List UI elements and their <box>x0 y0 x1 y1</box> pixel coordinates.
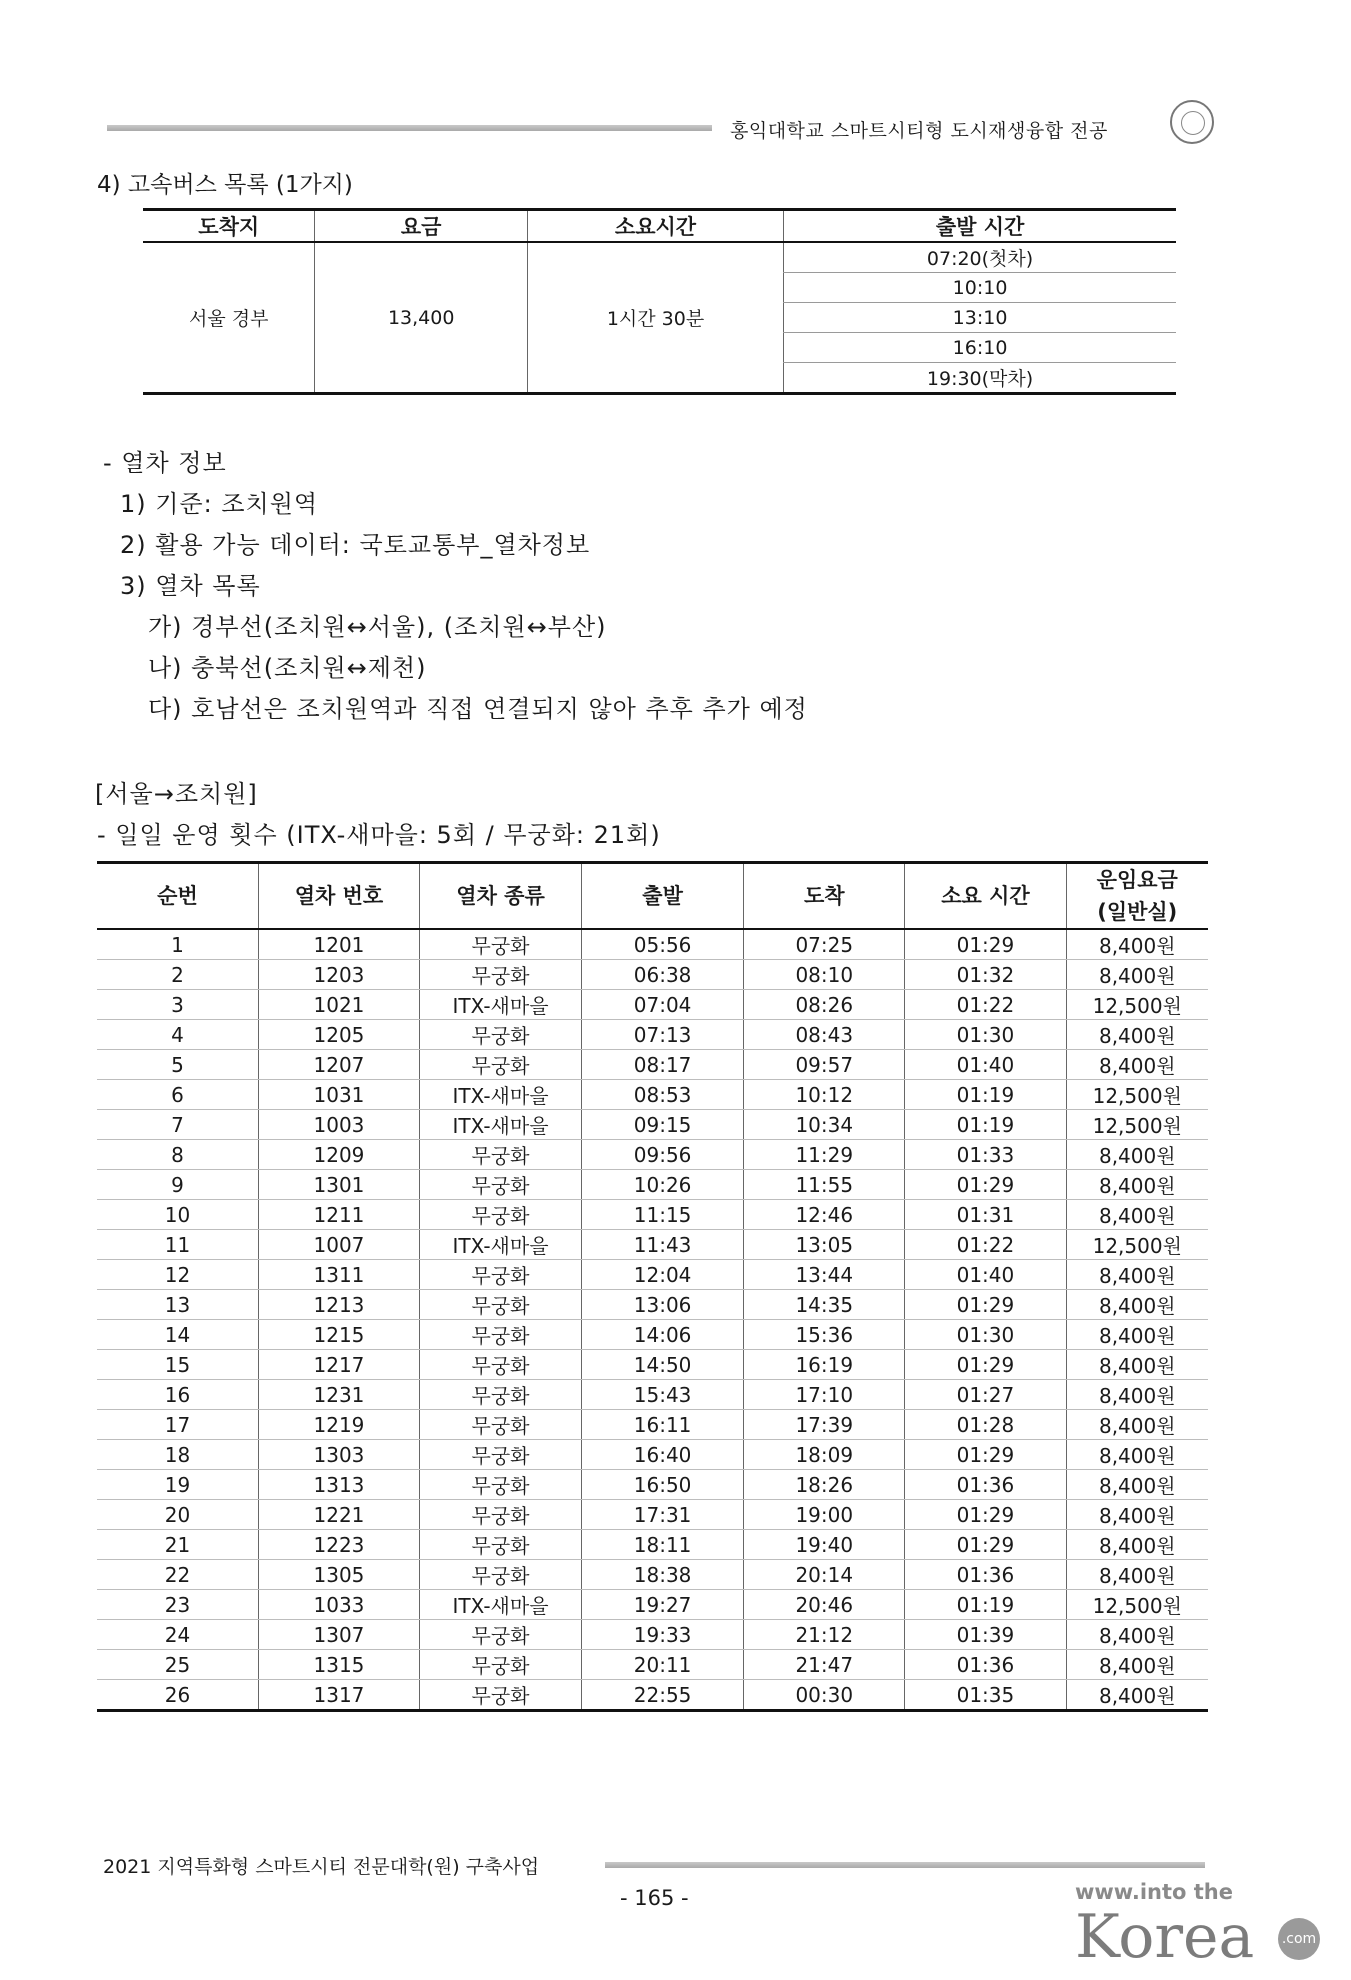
row-duration: 01:19 <box>905 1590 1066 1620</box>
row-fare: 8,400원 <box>1066 1200 1208 1230</box>
row-fare: 8,400원 <box>1066 1050 1208 1080</box>
row-departure: 05:56 <box>582 929 744 960</box>
train-col-fare: 운임요금 (일반실) <box>1066 863 1208 930</box>
table-row <box>97 1290 1208 1320</box>
watermark-line2: Korea <box>1075 1902 1255 1972</box>
table-row <box>97 1140 1208 1170</box>
row-train-type: 무궁화 <box>420 1350 582 1380</box>
row-fare: 8,400원 <box>1066 1530 1208 1560</box>
row-duration: 01:33 <box>905 1140 1066 1170</box>
row-fare: 8,400원 <box>1066 1170 1208 1200</box>
row-fare: 8,400원 <box>1066 1140 1208 1170</box>
row-seq: 8 <box>97 1140 258 1170</box>
row-arrival: 18:09 <box>744 1440 905 1470</box>
row-duration: 01:40 <box>905 1260 1066 1290</box>
row-duration: 01:30 <box>905 1020 1066 1050</box>
row-fare: 8,400원 <box>1066 929 1208 960</box>
daily-count: - 일일 운영 횟수 (ITX-새마을: 5회 / 무궁화: 21회) <box>97 821 661 849</box>
row-departure: 14:06 <box>582 1320 744 1350</box>
row-arrival: 10:12 <box>744 1080 905 1110</box>
train-info-heading: - 열차 정보 <box>103 449 227 477</box>
row-seq: 15 <box>97 1350 258 1380</box>
watermark-line1: www.into the <box>1075 1880 1233 1904</box>
row-departure: 11:43 <box>582 1230 744 1260</box>
row-arrival: 21:12 <box>744 1620 905 1650</box>
row-train-type: 무궁화 <box>420 1410 582 1440</box>
row-arrival: 08:43 <box>744 1020 905 1050</box>
header-rule <box>107 125 712 131</box>
row-duration: 01:22 <box>905 1230 1066 1260</box>
row-train-type: 무궁화 <box>420 1680 582 1711</box>
train-info-subitem: 가) 경부선(조치원↔서울), (조치원↔부산) <box>148 613 607 641</box>
row-duration: 01:29 <box>905 1530 1066 1560</box>
train-col-departure: 출발 <box>582 863 744 930</box>
row-seq: 17 <box>97 1410 258 1440</box>
row-duration: 01:29 <box>905 1350 1066 1380</box>
row-train-type: 무궁화 <box>420 1170 582 1200</box>
bus-col-departure: 출발 시간 <box>784 210 1176 243</box>
row-seq: 7 <box>97 1110 258 1140</box>
bus-col-destination: 도착지 <box>143 210 315 243</box>
table-row <box>97 1560 1208 1590</box>
bus-departure-time: 10:10 <box>784 273 1176 303</box>
row-arrival: 08:26 <box>744 990 905 1020</box>
table-row <box>97 1320 1208 1350</box>
train-info-item: 3) 열차 목록 <box>120 572 261 600</box>
row-train-number: 1215 <box>258 1320 419 1350</box>
table-row <box>97 1590 1208 1620</box>
train-col-train-number: 열차 번호 <box>258 863 419 930</box>
row-seq: 11 <box>97 1230 258 1260</box>
row-train-number: 1033 <box>258 1590 419 1620</box>
row-train-type: 무궁화 <box>420 1380 582 1410</box>
row-departure: 09:15 <box>582 1110 744 1140</box>
train-col-seq: 순번 <box>97 863 258 930</box>
row-duration: 01:22 <box>905 990 1066 1020</box>
row-duration: 01:40 <box>905 1050 1066 1080</box>
row-duration: 01:28 <box>905 1410 1066 1440</box>
row-train-number: 1311 <box>258 1260 419 1290</box>
table-row <box>97 1440 1208 1470</box>
row-train-type: 무궁화 <box>420 1200 582 1230</box>
row-train-type: 무궁화 <box>420 1650 582 1680</box>
row-train-type: 무궁화 <box>420 960 582 990</box>
row-arrival: 10:34 <box>744 1110 905 1140</box>
row-arrival: 13:05 <box>744 1230 905 1260</box>
bus-departure-time: 07:20(첫차) <box>784 242 1176 273</box>
row-fare: 8,400원 <box>1066 1500 1208 1530</box>
row-duration: 01:29 <box>905 1170 1066 1200</box>
row-seq: 14 <box>97 1320 258 1350</box>
bus-duration: 1시간 30분 <box>527 242 783 394</box>
row-seq: 16 <box>97 1380 258 1410</box>
row-train-type: ITX-새마을 <box>420 1080 582 1110</box>
row-fare: 12,500원 <box>1066 1230 1208 1260</box>
row-fare: 8,400원 <box>1066 1350 1208 1380</box>
row-train-type: 무궁화 <box>420 1260 582 1290</box>
row-arrival: 08:10 <box>744 960 905 990</box>
row-departure: 14:50 <box>582 1350 744 1380</box>
row-seq: 12 <box>97 1260 258 1290</box>
train-info-item: 2) 활용 가능 데이터: 국토교통부_열차정보 <box>120 531 591 559</box>
train-info-subitem: 나) 충북선(조치원↔제천) <box>148 654 427 682</box>
row-departure: 06:38 <box>582 960 744 990</box>
row-departure: 19:27 <box>582 1590 744 1620</box>
row-departure: 12:04 <box>582 1260 744 1290</box>
row-seq: 24 <box>97 1620 258 1650</box>
row-arrival: 17:10 <box>744 1380 905 1410</box>
watermark-badge: .com <box>1278 1918 1320 1960</box>
row-duration: 01:27 <box>905 1380 1066 1410</box>
page-number: - 165 - <box>620 1886 689 1910</box>
row-seq: 25 <box>97 1650 258 1680</box>
row-train-number: 1213 <box>258 1290 419 1320</box>
row-departure: 19:33 <box>582 1620 744 1650</box>
table-row <box>97 1080 1208 1110</box>
train-info-item: 1) 기준: 조치원역 <box>120 490 319 518</box>
row-seq: 13 <box>97 1290 258 1320</box>
row-arrival: 19:00 <box>744 1500 905 1530</box>
footer-text: 2021 지역특화형 스마트시티 전문대학(원) 구축사업 <box>103 1856 540 1878</box>
university-seal-icon <box>1170 100 1214 144</box>
row-train-number: 1007 <box>258 1230 419 1260</box>
table-row <box>97 1620 1208 1650</box>
table-row <box>97 1680 1208 1711</box>
row-train-number: 1221 <box>258 1500 419 1530</box>
row-seq: 26 <box>97 1680 258 1711</box>
row-arrival: 20:14 <box>744 1560 905 1590</box>
table-row <box>97 1200 1208 1230</box>
table-row <box>97 1170 1208 1200</box>
row-fare: 8,400원 <box>1066 1320 1208 1350</box>
row-train-type: ITX-새마을 <box>420 1230 582 1260</box>
row-duration: 01:32 <box>905 960 1066 990</box>
row-seq: 23 <box>97 1590 258 1620</box>
row-departure: 13:06 <box>582 1290 744 1320</box>
table-row <box>97 1500 1208 1530</box>
row-train-number: 1021 <box>258 990 419 1020</box>
row-duration: 01:29 <box>905 1500 1066 1530</box>
row-fare: 8,400원 <box>1066 1650 1208 1680</box>
row-duration: 01:30 <box>905 1320 1066 1350</box>
route-label: [서울→조치원] <box>95 780 258 808</box>
watermark-logo <box>990 1880 1320 1970</box>
bus-fare: 13,400 <box>315 242 527 394</box>
row-seq: 20 <box>97 1500 258 1530</box>
row-train-type: ITX-새마을 <box>420 1110 582 1140</box>
row-arrival: 21:47 <box>744 1650 905 1680</box>
header-title: 홍익대학교 스마트시티형 도시재생융합 전공 <box>730 120 1108 142</box>
row-duration: 01:29 <box>905 1440 1066 1470</box>
row-arrival: 20:46 <box>744 1590 905 1620</box>
row-arrival: 19:40 <box>744 1530 905 1560</box>
row-train-type: 무궁화 <box>420 1140 582 1170</box>
table-row <box>97 1650 1208 1680</box>
row-fare: 8,400원 <box>1066 1560 1208 1590</box>
row-train-type: ITX-새마을 <box>420 1590 582 1620</box>
row-departure: 08:53 <box>582 1080 744 1110</box>
row-arrival: 00:30 <box>744 1680 905 1711</box>
row-duration: 01:36 <box>905 1650 1066 1680</box>
row-duration: 01:19 <box>905 1110 1066 1140</box>
table-row <box>97 929 1208 960</box>
row-seq: 9 <box>97 1170 258 1200</box>
train-col-duration: 소요 시간 <box>905 863 1066 930</box>
row-duration: 01:36 <box>905 1470 1066 1500</box>
row-train-type: 무궁화 <box>420 1500 582 1530</box>
row-arrival: 18:26 <box>744 1470 905 1500</box>
row-fare: 12,500원 <box>1066 1590 1208 1620</box>
row-train-number: 1219 <box>258 1410 419 1440</box>
row-train-number: 1209 <box>258 1140 419 1170</box>
row-train-type: 무궁화 <box>420 1320 582 1350</box>
row-arrival: 12:46 <box>744 1200 905 1230</box>
row-departure: 09:56 <box>582 1140 744 1170</box>
row-seq: 4 <box>97 1020 258 1050</box>
row-fare: 12,500원 <box>1066 1080 1208 1110</box>
row-arrival: 14:35 <box>744 1290 905 1320</box>
row-seq: 19 <box>97 1470 258 1500</box>
row-train-type: 무궁화 <box>420 1440 582 1470</box>
row-seq: 6 <box>97 1080 258 1110</box>
row-fare: 8,400원 <box>1066 1620 1208 1650</box>
row-arrival: 11:29 <box>744 1140 905 1170</box>
row-seq: 10 <box>97 1200 258 1230</box>
row-departure: 07:04 <box>582 990 744 1020</box>
row-train-number: 1223 <box>258 1530 419 1560</box>
row-seq: 2 <box>97 960 258 990</box>
row-train-number: 1303 <box>258 1440 419 1470</box>
row-arrival: 17:39 <box>744 1410 905 1440</box>
row-departure: 18:38 <box>582 1560 744 1590</box>
row-duration: 01:19 <box>905 1080 1066 1110</box>
row-duration: 01:29 <box>905 1290 1066 1320</box>
row-train-type: 무궁화 <box>420 1470 582 1500</box>
train-info-subitem: 다) 호남선은 조치원역과 직접 연결되지 않아 추후 추가 예정 <box>148 695 808 723</box>
row-duration: 01:39 <box>905 1620 1066 1650</box>
row-train-type: 무궁화 <box>420 1530 582 1560</box>
table-row <box>97 990 1208 1020</box>
row-departure: 11:15 <box>582 1200 744 1230</box>
train-col-train-type: 열차 종류 <box>420 863 582 930</box>
row-fare: 8,400원 <box>1066 1410 1208 1440</box>
table-row <box>97 1020 1208 1050</box>
row-train-type: 무궁화 <box>420 1020 582 1050</box>
row-fare: 12,500원 <box>1066 990 1208 1020</box>
table-row <box>97 1350 1208 1380</box>
row-departure: 07:13 <box>582 1020 744 1050</box>
train-col-arrival: 도착 <box>744 863 905 930</box>
row-seq: 3 <box>97 990 258 1020</box>
table-row <box>97 1470 1208 1500</box>
bus-table <box>143 208 1176 395</box>
row-departure: 22:55 <box>582 1680 744 1711</box>
bus-section-title: 4) 고속버스 목록 (1가지) <box>97 172 353 198</box>
row-train-number: 1317 <box>258 1680 419 1711</box>
train-table <box>97 861 1208 1712</box>
row-arrival: 11:55 <box>744 1170 905 1200</box>
bus-departure-time: 19:30(막차) <box>784 363 1176 394</box>
row-departure: 16:50 <box>582 1470 744 1500</box>
table-row <box>97 1110 1208 1140</box>
row-train-type: 무궁화 <box>420 1050 582 1080</box>
row-duration: 01:31 <box>905 1200 1066 1230</box>
row-fare: 8,400원 <box>1066 1470 1208 1500</box>
row-arrival: 09:57 <box>744 1050 905 1080</box>
row-train-number: 1031 <box>258 1080 419 1110</box>
row-train-number: 1231 <box>258 1380 419 1410</box>
row-train-number: 1201 <box>258 929 419 960</box>
row-departure: 08:17 <box>582 1050 744 1080</box>
bus-col-duration: 소요시간 <box>527 210 783 243</box>
row-train-number: 1313 <box>258 1470 419 1500</box>
row-train-type: 무궁화 <box>420 1290 582 1320</box>
row-arrival: 07:25 <box>744 929 905 960</box>
row-fare: 8,400원 <box>1066 1260 1208 1290</box>
row-fare: 8,400원 <box>1066 1680 1208 1711</box>
row-departure: 20:11 <box>582 1650 744 1680</box>
table-row <box>97 1410 1208 1440</box>
row-train-number: 1301 <box>258 1170 419 1200</box>
row-fare: 12,500원 <box>1066 1110 1208 1140</box>
row-train-number: 1305 <box>258 1560 419 1590</box>
row-train-number: 1203 <box>258 960 419 990</box>
footer-rule <box>605 1862 1205 1868</box>
bus-departure-time: 16:10 <box>784 333 1176 363</box>
table-row <box>97 1050 1208 1080</box>
row-fare: 8,400원 <box>1066 1290 1208 1320</box>
row-arrival: 13:44 <box>744 1260 905 1290</box>
row-train-number: 1205 <box>258 1020 419 1050</box>
row-fare: 8,400원 <box>1066 960 1208 990</box>
bus-col-fare: 요금 <box>315 210 527 243</box>
row-departure: 15:43 <box>582 1380 744 1410</box>
row-train-number: 1217 <box>258 1350 419 1380</box>
row-train-type: 무궁화 <box>420 1560 582 1590</box>
row-duration: 01:29 <box>905 929 1066 960</box>
row-train-number: 1003 <box>258 1110 419 1140</box>
table-row <box>97 960 1208 990</box>
bus-destination: 서울 경부 <box>143 242 315 394</box>
row-fare: 8,400원 <box>1066 1440 1208 1470</box>
row-train-number: 1207 <box>258 1050 419 1080</box>
row-train-type: 무궁화 <box>420 929 582 960</box>
row-departure: 16:11 <box>582 1410 744 1440</box>
row-train-number: 1211 <box>258 1200 419 1230</box>
row-departure: 18:11 <box>582 1530 744 1560</box>
row-fare: 8,400원 <box>1066 1020 1208 1050</box>
row-fare: 8,400원 <box>1066 1380 1208 1410</box>
row-departure: 17:31 <box>582 1500 744 1530</box>
row-seq: 1 <box>97 929 258 960</box>
table-row <box>97 1260 1208 1290</box>
row-seq: 18 <box>97 1440 258 1470</box>
row-seq: 21 <box>97 1530 258 1560</box>
row-seq: 5 <box>97 1050 258 1080</box>
row-arrival: 15:36 <box>744 1320 905 1350</box>
row-seq: 22 <box>97 1560 258 1590</box>
table-row <box>97 1230 1208 1260</box>
table-row <box>97 1530 1208 1560</box>
row-train-type: ITX-새마을 <box>420 990 582 1020</box>
row-train-number: 1307 <box>258 1620 419 1650</box>
row-duration: 01:36 <box>905 1560 1066 1590</box>
row-departure: 10:26 <box>582 1170 744 1200</box>
row-duration: 01:35 <box>905 1680 1066 1711</box>
row-arrival: 16:19 <box>744 1350 905 1380</box>
row-train-type: 무궁화 <box>420 1620 582 1650</box>
table-row <box>97 1380 1208 1410</box>
bus-departure-time: 13:10 <box>784 303 1176 333</box>
row-train-number: 1315 <box>258 1650 419 1680</box>
row-departure: 16:40 <box>582 1440 744 1470</box>
